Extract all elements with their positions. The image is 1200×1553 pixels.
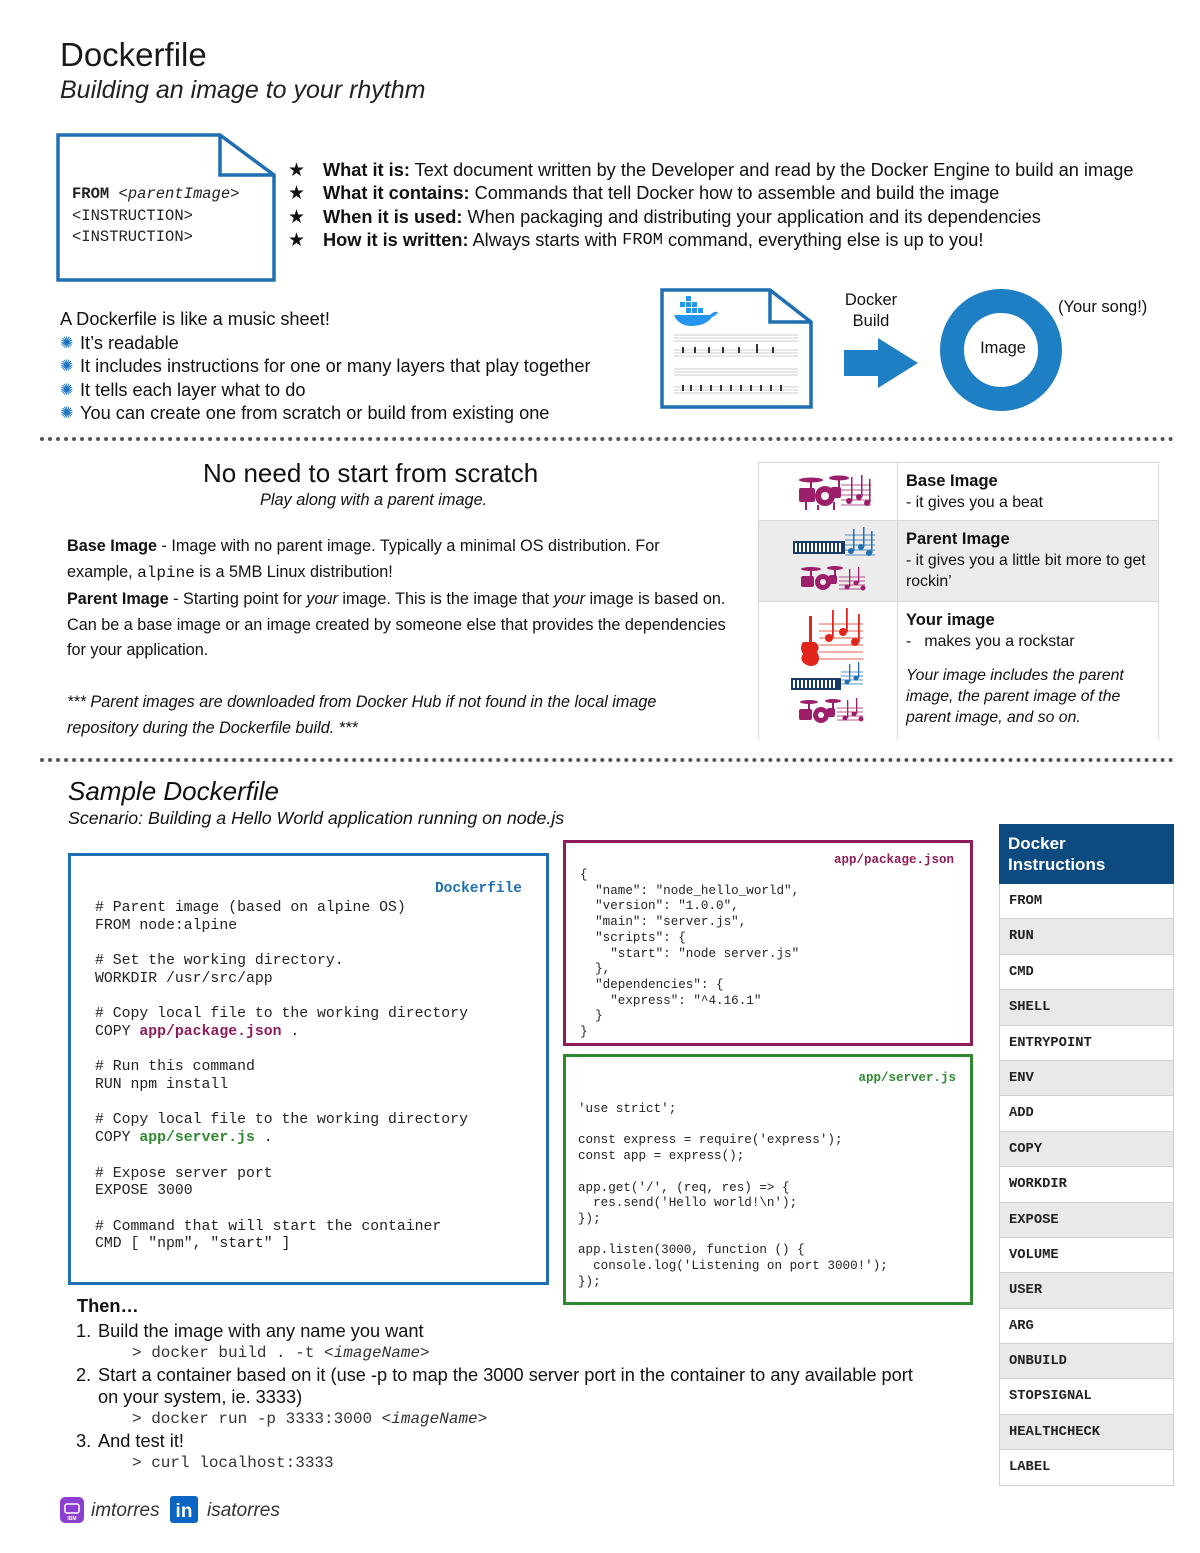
layer-desc: - it gives you a little bit more to get rockin’ xyxy=(906,552,1146,590)
star-icon: ★ xyxy=(288,206,306,228)
parent-image-definition xyxy=(67,587,727,664)
server-js-code-box xyxy=(563,1054,973,1305)
bullet-text: It’s readable xyxy=(80,332,179,353)
instruction-item: COPY xyxy=(999,1132,1174,1167)
definition-text: is a 5MB Linux distribution! xyxy=(194,562,393,581)
server-js-ref: app/server.js xyxy=(139,1130,255,1147)
section-divider xyxy=(40,758,1174,762)
server-js-code: 'use strict'; const express = require('express'); const app = express(); app.get('/', (req, res) => { res.send('Hello world!\n'); }); app.listen(3000, function () { console.log('Listening on port 3000!'); }); xyxy=(578,1102,888,1289)
handle-text: imtorres xyxy=(91,1500,160,1521)
arrow-right-icon xyxy=(842,336,922,390)
fact-text: Commands that tell Docker how to assemble and build the image xyxy=(469,183,1000,204)
instruction-item: ADD xyxy=(999,1096,1174,1131)
command-line xyxy=(76,1342,936,1364)
step-text: Build the image with any name you want xyxy=(98,1321,424,1341)
definition-text: - Image with no parent image. Typically a minimal OS distribution. For example, xyxy=(67,537,660,581)
definition-text: image. This is the image that xyxy=(337,590,554,608)
emphasis: your xyxy=(306,590,338,608)
fact-label: How it is written: xyxy=(323,230,469,251)
fact-label: What it is: xyxy=(323,160,410,180)
code-line: . xyxy=(254,1130,273,1147)
code-caption: app/server.js xyxy=(858,1071,956,1085)
instruction-item: LABEL xyxy=(999,1450,1174,1485)
fact-row xyxy=(288,229,1133,252)
code-comment: # Expose server port xyxy=(95,1165,273,1182)
page-title: Dockerfile xyxy=(60,36,207,73)
instruction-item: CMD xyxy=(999,955,1174,990)
fact-text: Text document written by the Developer and read by the Docker Engine to build an image xyxy=(409,160,1134,180)
package-json-ref: app/package.json xyxy=(139,1023,282,1040)
layer-desc: - it gives you a beat xyxy=(906,494,1043,511)
command-text: > docker build . -t xyxy=(132,1344,325,1362)
term-label: Base Image xyxy=(67,537,157,555)
layer-desc: - makes you a rockstar xyxy=(906,633,1075,650)
package-json-code: { "name": "node_hello_world", "version": "1.0.0", "main": "server.js", "scripts": { "start": "node server.js" }, "dependencies": { "express": "^4.16.1" } } xyxy=(580,868,800,1040)
guitar-keyboard-drums-icon xyxy=(759,602,898,739)
instruction-item: SHELL xyxy=(999,990,1174,1025)
keyboard-and-drums-icon xyxy=(759,521,898,602)
instruction-item: ENTRYPOINT xyxy=(999,1026,1174,1061)
code-line: CMD [ "npm", "start" ] xyxy=(95,1236,291,1253)
star-icon: ★ xyxy=(288,183,306,205)
docker-instructions-table xyxy=(999,824,1174,1486)
package-json-code-box xyxy=(563,840,973,1046)
asterisk-bullet-icon: ✺ xyxy=(60,405,74,422)
layer-icons xyxy=(759,602,898,739)
section-title: Sample Dockerfile xyxy=(68,776,279,806)
command-text: > curl localhost:3333 xyxy=(132,1454,334,1472)
code-comment: # Parent image (based on alpine OS) xyxy=(95,900,406,916)
linkedin-icon-text: in xyxy=(175,1501,193,1522)
layer-note: Your image includes the parent image, the parent image of the parent image, and so on. xyxy=(906,667,1124,726)
dockerfile-facts xyxy=(288,159,1133,253)
base-image-definition xyxy=(67,534,727,586)
handle-text: isatorres xyxy=(207,1500,280,1521)
code-line: FROM node:alpine xyxy=(95,917,238,934)
instruction-item: ARG xyxy=(999,1309,1174,1344)
layer-icons xyxy=(759,521,898,601)
layer-title: Your image xyxy=(906,611,995,629)
term-label: Parent Image xyxy=(67,590,169,608)
table-row xyxy=(759,521,1158,602)
music-intro-text: A Dockerfile is like a music sheet! xyxy=(60,309,330,329)
list-item xyxy=(60,355,591,379)
alpine-code: alpine xyxy=(137,563,195,582)
list-item xyxy=(60,332,591,356)
dockerfile-code xyxy=(95,900,468,1254)
table-row xyxy=(759,602,1158,739)
instruction-item: ONBUILD xyxy=(999,1344,1174,1379)
code-comment: # Run this command xyxy=(95,1059,255,1076)
command-line xyxy=(76,1452,936,1474)
code-comment: # Copy local file to the working directory xyxy=(95,1006,468,1023)
command-arg: <imageName> xyxy=(381,1410,488,1428)
layer-title: Parent Image xyxy=(906,530,1010,548)
table-row xyxy=(759,463,1158,521)
step-number: 1. xyxy=(76,1321,92,1341)
fact-label: What it contains: xyxy=(323,183,470,204)
code-comment: # Set the working directory. xyxy=(95,953,344,970)
build-label-line: Docker xyxy=(844,291,898,309)
asterisk-bullet-icon: ✺ xyxy=(60,334,74,352)
ibm-badge-text: IBM xyxy=(67,1516,77,1522)
code-caption: app/package.json xyxy=(833,853,954,867)
section-subtitle: Scenario: Building a Hello World application running on node.js xyxy=(68,808,565,828)
image-label: Image xyxy=(980,339,1026,357)
section-divider xyxy=(40,437,1174,441)
drum-kit-icon xyxy=(759,463,898,521)
code-line: RUN npm install xyxy=(95,1077,229,1094)
code-comment: # Copy local file to the working directory xyxy=(95,1112,468,1129)
fact-row xyxy=(288,182,1133,205)
parent-image-arg: <parentImage> xyxy=(118,185,240,203)
dockerfile-code-box xyxy=(68,853,549,1285)
run-steps xyxy=(76,1320,936,1474)
ibm-app-icon xyxy=(60,1497,84,1523)
instruction-item: WORKDIR xyxy=(999,1167,1174,1202)
instruction-line: <INSTRUCTION> xyxy=(72,228,193,246)
instruction-item: RUN xyxy=(999,919,1174,954)
instruction-item: FROM xyxy=(999,884,1174,919)
asterisk-bullet-icon: ✺ xyxy=(60,358,74,375)
section-subtitle: Play along with a parent image. xyxy=(260,491,488,509)
code-comment: # Command that will start the container xyxy=(95,1218,442,1235)
instruction-item: EXPOSE xyxy=(999,1203,1174,1238)
docker-build-label xyxy=(836,290,906,332)
page-subtitle: Building an image to your rhythm xyxy=(60,76,426,104)
fact-row xyxy=(288,206,1133,229)
layer-description xyxy=(906,529,1151,592)
build-label-line: Build xyxy=(852,312,890,330)
bullet-text: It tells each layer what to do xyxy=(80,379,306,400)
linkedin-icon xyxy=(170,1496,198,1523)
list-item xyxy=(60,402,591,426)
code-caption: Dockerfile xyxy=(434,881,522,897)
code-line: . xyxy=(281,1023,300,1040)
layer-title: Base Image xyxy=(906,472,998,490)
fact-label: When it is used: xyxy=(323,206,463,227)
asterisk-bullet-icon: ✺ xyxy=(60,381,74,399)
command-arg: <imageName> xyxy=(324,1344,430,1362)
from-code: FROM xyxy=(622,231,663,251)
layer-description xyxy=(906,471,1151,513)
instruction-line: <INSTRUCTION> xyxy=(72,206,193,225)
section-title: No need to start from scratch xyxy=(203,458,539,488)
code-line: COPY xyxy=(95,1130,140,1147)
step-item xyxy=(76,1364,936,1408)
docker-hub-note: *** Parent images are downloaded from Docker Hub if not found in the local image repository during the Dockerfile build. *** xyxy=(67,693,657,737)
step-item xyxy=(76,1430,936,1452)
fact-text: command, everything else is up to you! xyxy=(662,230,984,251)
instruction-item: VOLUME xyxy=(999,1238,1174,1273)
list-item xyxy=(60,379,591,403)
step-number: 3. xyxy=(76,1431,92,1451)
code-line: WORKDIR /usr/src/app xyxy=(95,970,273,987)
instruction-item: ENV xyxy=(999,1061,1174,1096)
step-text: And test it! xyxy=(98,1431,184,1451)
emphasis: your xyxy=(553,590,585,608)
step-text: Start a container based on it (use -p to map the 3000 server port in the container to any available port on your system, ie. 3333) xyxy=(98,1365,913,1407)
from-keyword: FROM xyxy=(72,185,110,203)
your-song-label: (Your song!) xyxy=(1058,298,1148,316)
then-heading: Then… xyxy=(77,1296,139,1316)
code-line: COPY xyxy=(95,1023,140,1040)
music-analogy xyxy=(60,308,591,426)
step-item xyxy=(76,1320,936,1342)
command-text: > docker run -p 3333:3000 xyxy=(132,1410,382,1428)
instruction-item: USER xyxy=(999,1273,1174,1308)
command-line xyxy=(76,1408,936,1430)
layer-description xyxy=(906,610,1151,728)
layers-table xyxy=(758,462,1159,739)
instruction-item: HEALTHCHECK xyxy=(999,1415,1174,1450)
layer-icons xyxy=(759,463,898,520)
bullet-text: You can create one from scratch or build from existing one xyxy=(80,403,550,423)
bullet-text: It includes instructions for one or many layers that play together xyxy=(80,356,591,376)
instructions-header: Docker Instructions xyxy=(999,824,1174,884)
fact-text: When packaging and distributing your application and its dependencies xyxy=(462,206,1041,227)
dockerfile-template xyxy=(72,184,239,249)
definition-text: - Starting point for xyxy=(168,590,307,608)
step-number: 2. xyxy=(76,1365,92,1385)
star-icon: ★ xyxy=(288,230,306,252)
definition-text: image is based on. Can be a base image or an image created by someone else that provides the dependencies for your application. xyxy=(67,590,726,659)
music-sheet-document-icon xyxy=(660,288,814,410)
fact-text: Always starts with xyxy=(468,230,623,251)
instruction-item: STOPSIGNAL xyxy=(999,1379,1174,1414)
code-line: EXPOSE 3000 xyxy=(95,1183,193,1200)
image-definitions xyxy=(67,534,727,665)
fact-row xyxy=(288,159,1133,182)
star-icon: ★ xyxy=(288,160,306,181)
